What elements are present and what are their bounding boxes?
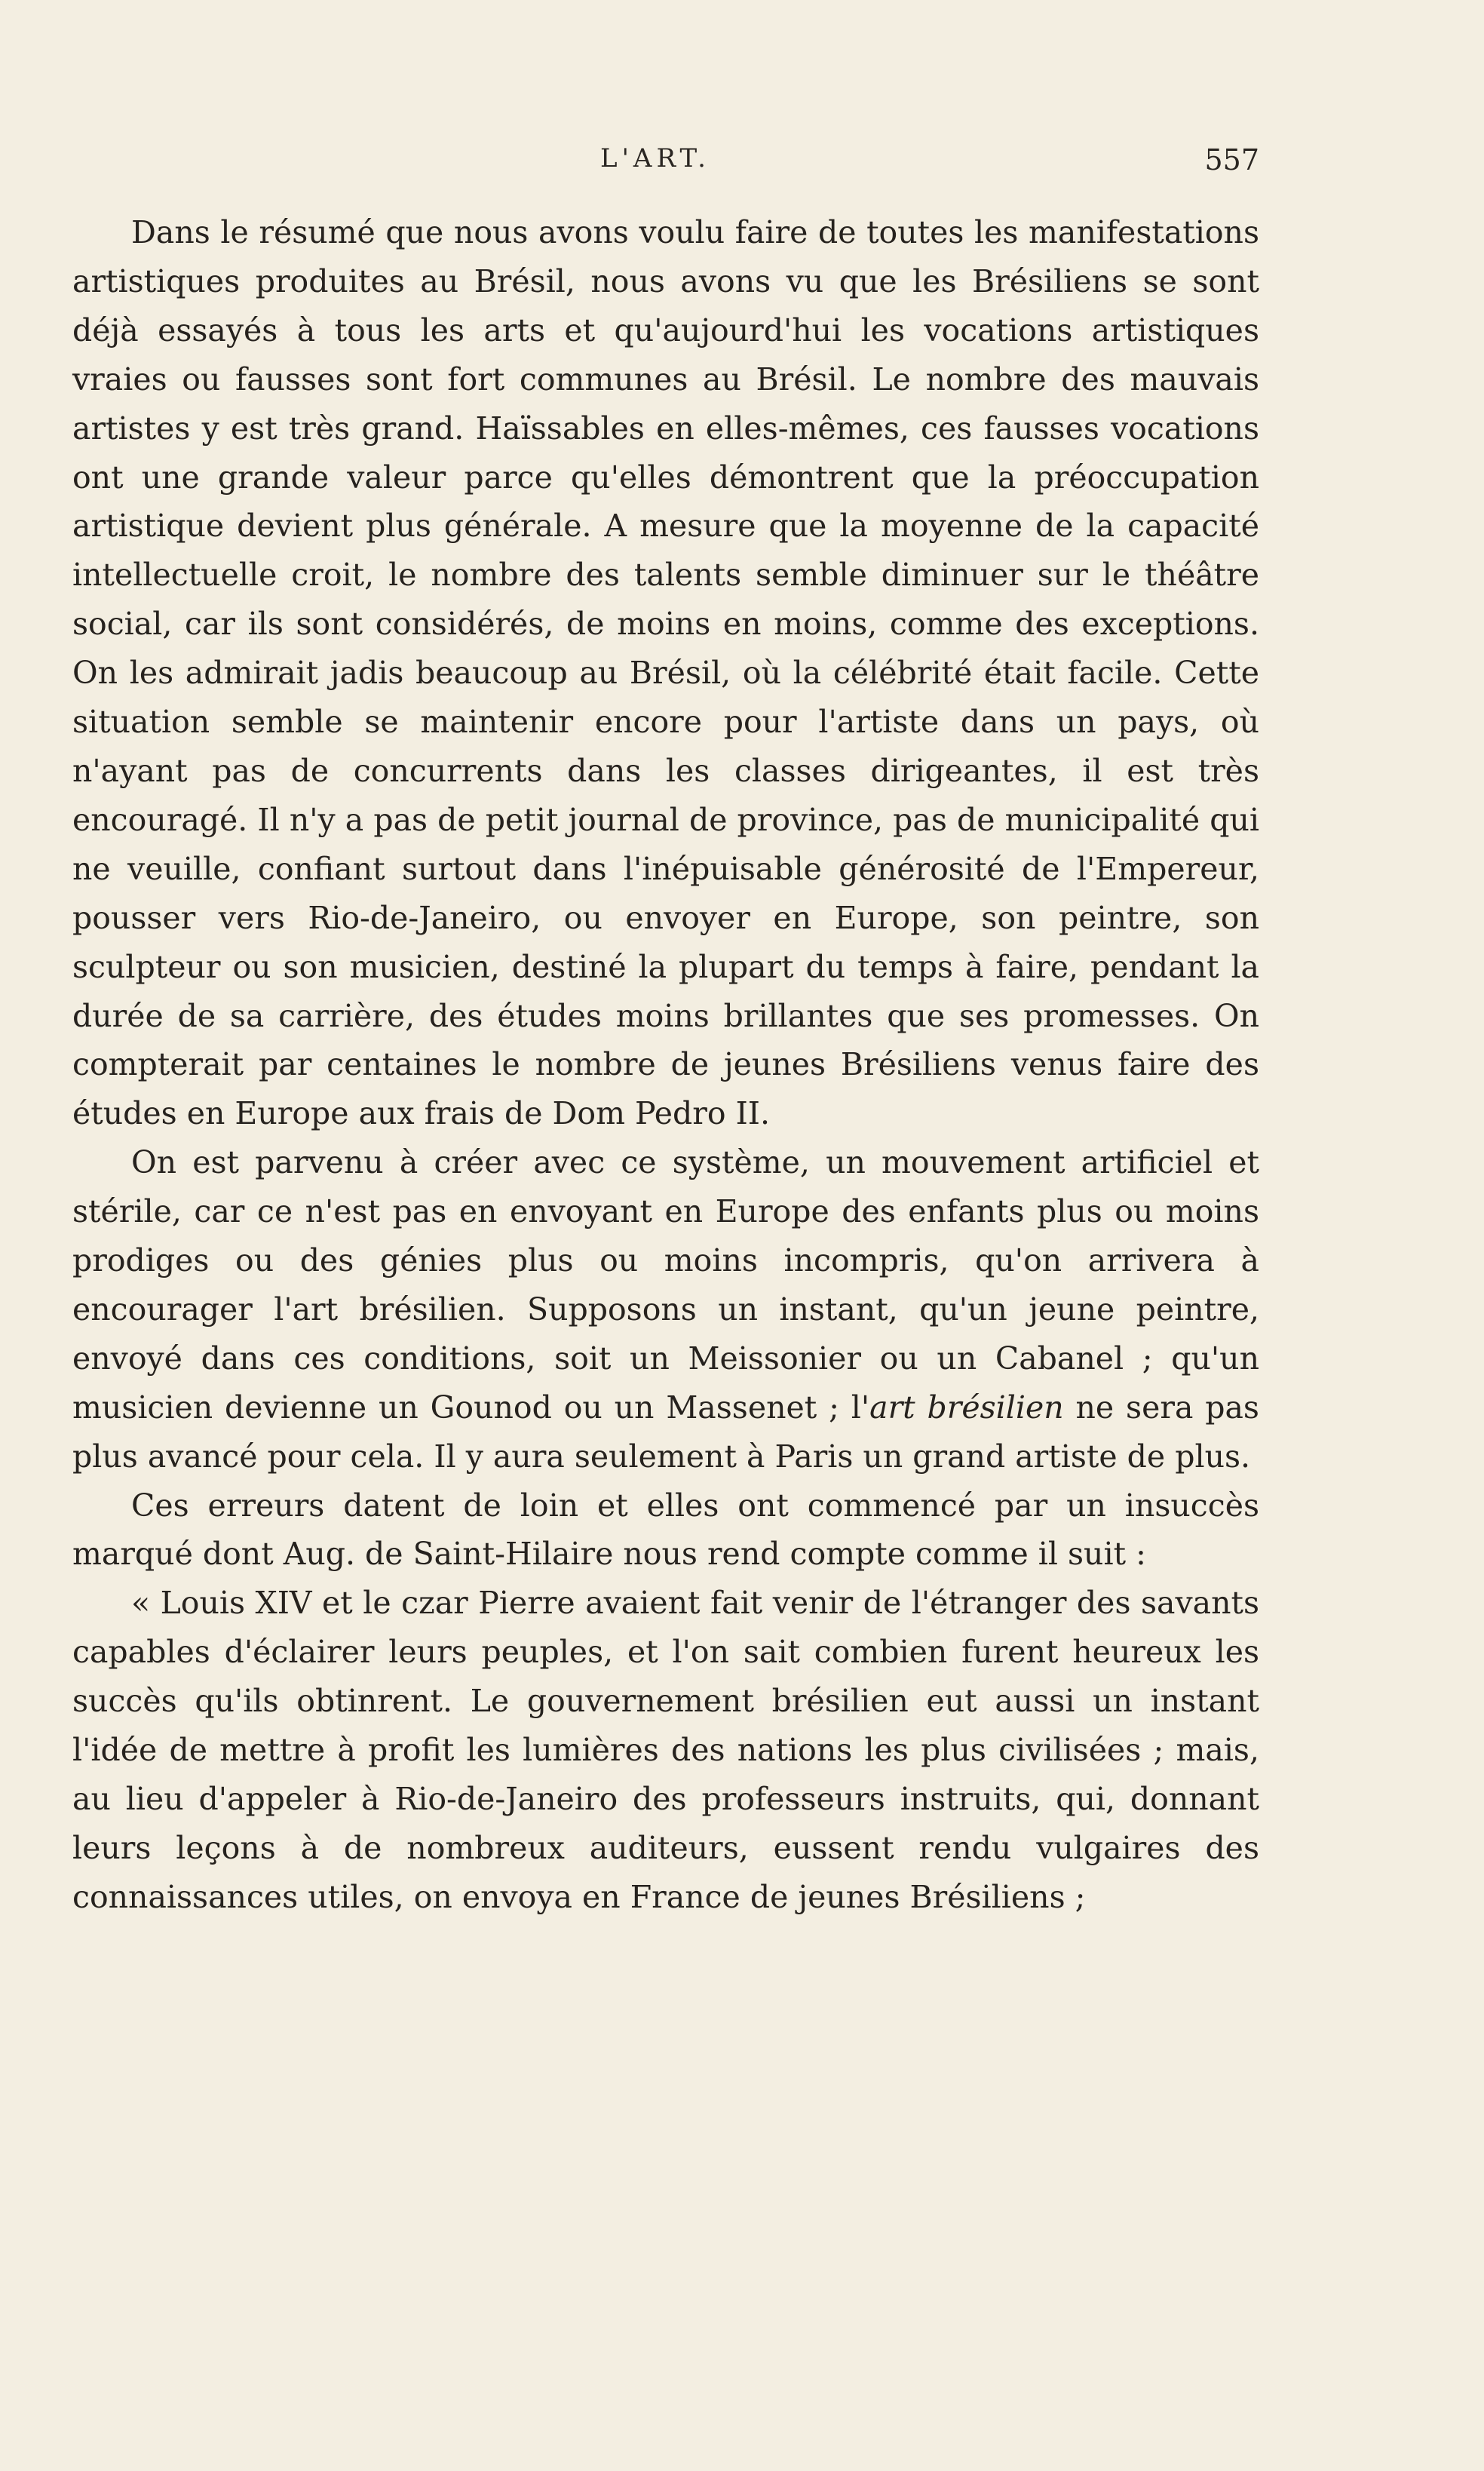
body-text (72, 208, 1259, 1922)
paragraph-2-text-before: On est parvenu à créer avec ce système, un mouvement artificiel et stérile, car ce n'est pas en envoyant en Europe des enfants plus ou moins prodiges ou des génies plus ou moins incompris, qu'on arrivera à encourager l'art brésilien. Supposons un instant, qu'un jeune peintre, envoyé dans ces conditions, soit un Meissonier ou un Cabanel ; qu'un musicien devienne un Gounod ou un Massenet ; l' (72, 1144, 1259, 1426)
page-header (72, 143, 1259, 189)
paragraph-1: Dans le résumé que nous avons voulu faire de toutes les manifestations artistiques produites au Brésil, nous avons vu que les Brésiliens se sont déjà essayés à tous les arts et qu'aujourd'hui les vocations artistiques vraies ou fausses sont fort communes au Brésil. Le nombre des mauvais artistes y est très grand. Haïssables en elles-mêmes, ces fausses vocations ont une grande valeur parce qu'elles démontrent que la préoccupation artistique devient plus générale. A mesure que la moyenne de la capacité intellectuelle croit, le nombre des talents semble diminuer sur le théâtre social, car ils sont considérés, de moins en moins, comme des exceptions. On les admirait jadis beaucoup au Brésil, où la célébrité était facile. Cette situation semble se maintenir encore pour l'artiste dans un pays, où n'ayant pas de concurrents dans les classes dirigeantes, il est très encouragé. Il n'y a pas de petit journal de province, pas de municipalité qui ne veuille, confiant surtout dans l'inépuisable générosité de l'Empereur, pousser vers Rio-de-Janeiro, ou envoyer en Europe, son peintre, son sculpteur ou son musicien, destiné la plupart du temps à faire, pendant la durée de sa carrière, des études moins brillantes que ses promesses. On compterait par centaines le nombre de jeunes Brésiliens venus faire des études en Europe aux frais de Dom Pedro II. (72, 214, 1259, 1132)
paragraph-2-text-after: ne sera pas plus avancé pour cela. Il y aura seulement à Paris un grand artiste de plus. (72, 1389, 1259, 1475)
page-number: 557 (1204, 143, 1259, 176)
paragraph-2-emphasis: art brésilien (869, 1389, 1064, 1426)
paragraph-4-quotation: « Louis XIV et le czar Pierre avaient fait venir de l'étranger des savants capables d'éclairer leurs peuples, et l'on sait combien furent heureux les succès qu'ils obtinrent. Le gouvernement brésilien eut aussi un instant l'idée de mettre à profit les lumières des nations les plus civilisées ; mais, au lieu d'appeler à Rio-de-Janeiro des professeurs instruits, qui, donnant leurs leçons à de nombreux auditeurs, eussent rendu vulgaires des connaissances utiles, on envoya en France de jeunes Brésiliens ; (72, 1585, 1259, 1915)
paragraph-3: Ces erreurs datent de loin et elles ont commencé par un insuccès marqué dont Aug. de Saint-Hilaire nous rend compte comme il suit : (72, 1487, 1259, 1573)
running-title: L'ART. (600, 143, 710, 173)
paragraph-2 (72, 1138, 1259, 1481)
